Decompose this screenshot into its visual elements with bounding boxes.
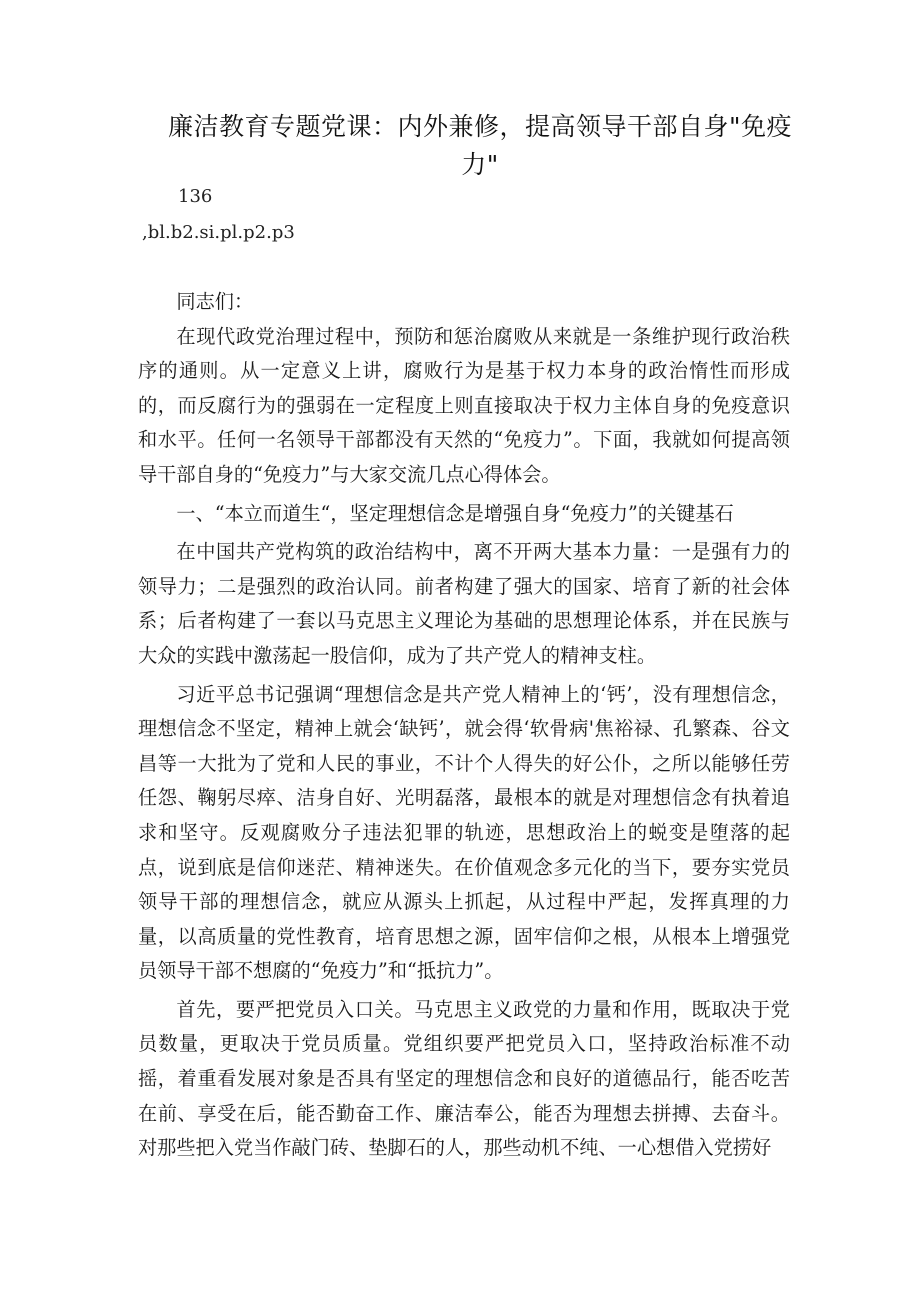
paragraph-first: 首先，要严把党员入口关。马克思主义政党的力量和作用，既取决于党员数量，更取决于党员质量。党组织要严把党员入口，坚持政治标准不动摇，着重看发展对象是否具有坚定的理想信念和良好的道德品行，能否吃苦在前、享受在后，能否勤奋工作、廉洁奉公，能否为理想去拼搏、去奋斗。对那些把入党当作敲门砖、垫脚石的人，那些动机不纯、一心想借入党捞好 — [138, 997, 790, 1160]
paragraph-structure: 在中国共产党构筑的政治结构中，离不开两大基本力量：一是强有力的领导力；二是强烈的政治认同。前者构建了强大的国家、培育了新的社会体系；后者构建了一套以马克思主义理论为基础的思想理论体系，并在民族与大众的实践中激荡起一股信仰，成为了共产党人的精神支柱。 — [138, 540, 790, 667]
document-title: 廉洁教育专题党课：内外兼修，提高领导干部自身"免疫力" — [167, 112, 792, 179]
paragraph-intro: 在现代政党治理过程中，预防和惩治腐败从来就是一条维护现行政治秩序的通则。从一定意义上讲，腐败行为是基于权力本身的政治惰性而形成的，而反腐行为的强弱在一定程度上则直接取决于权力主体自身的免疫意识和水平。任何一名领导干部都没有天然的“免疫力”。下面，我就如何提高领导干部自身的“免疫力”与大家交流几点心得体会。 — [138, 324, 790, 486]
paragraph-xi-quote: 习近平总书记强调“理想信念是共产党人精神上的‘钙’，没有理想信念，理想信念不坚定，精神上就会‘缺钙’，就会得‘软骨病'焦裕禄、孔繁森、谷文昌等一大批为了党和人民的事业，不计个人得失的好公仆，之所以能够任劳任怨、鞠躬尽瘁、洁身自好、光明磊落，最根本的就是对理想信念有执着追求和坚守。反观腐败分子违法犯罪的轨迹，思想政治上的蜕变是堕落的起点，说到底是信仰迷茫、精神迷失。在价值观念多元化的当下，要夯实党员领导干部的理想信念，就应从源头上抓起，从过程中严起，发挥真理的力量，以高质量的党性教育，培育思想之源，固牢信仰之根，从根本上增强党员领导干部不想腐的“免疫力”和“抵抗力”。 — [138, 682, 790, 983]
document-body — [138, 285, 790, 1166]
salutation: 同志们： — [176, 290, 254, 313]
document-number: 136 — [178, 186, 213, 207]
section-heading-1: 一、“本立而道生“，坚定理想信念是增强自身“免疫力”的关键基石 — [176, 501, 734, 525]
document-code: ,bl.b2.si.pl.p2.p3 — [142, 222, 295, 243]
